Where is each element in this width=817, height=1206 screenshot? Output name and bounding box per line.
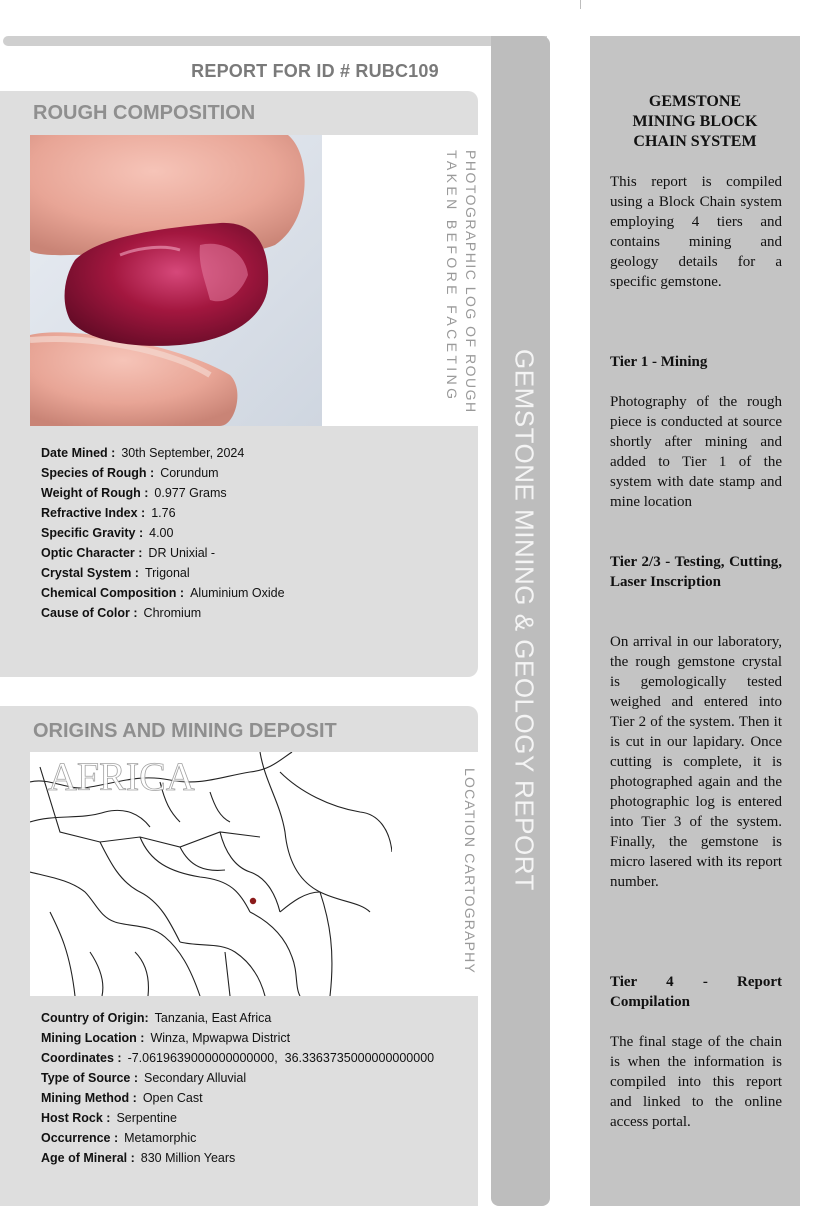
vertical-banner-text: GEMSTONE MINING & GEOLOGY REPORT — [509, 349, 540, 891]
fact-mining-method: Mining Method : Open Cast — [41, 1091, 203, 1105]
fact-specific-gravity: Specific Gravity : 4.00 — [41, 526, 174, 540]
sidebar-tier23-text: On arrival in our laboratory, the rough gemstone crystal is gemologically tested weighed and entered into Tier 2 of the system. Then it is cut in our lapidary. Once cutting is complete, it is photographed again and the photographic log is entered into Tier 3 of the system. Finally, the gemstone is micro lasered with its report number. — [610, 634, 782, 890]
fact-cause-of-color: Cause of Color : Chromium — [41, 606, 202, 620]
rough-photo-caption-line1: PHOTOGRAPHIC LOG OF ROUGH — [463, 150, 479, 414]
sidebar-tier1-text: Photography of the rough piece is conducted at source shortly after mining and added to Tier 1 of the system with date stamp and mine location — [610, 394, 782, 510]
rough-photo — [30, 135, 322, 426]
sidebar-intro: This report is compiled using a Block Chain system employing 4 tiers and contains mining and geology details for a specific gemstone. — [610, 174, 782, 290]
fact-date-mined: Date Mined : 30th September, 2024 — [41, 446, 245, 460]
fact-host-rock: Host Rock : Serpentine — [41, 1111, 177, 1125]
sidebar-tier1-heading: Tier 1 - Mining — [610, 354, 708, 370]
origins-title: ORIGINS AND MINING DEPOSIT — [33, 720, 337, 742]
fact-crystal-system: Crystal System : Trigonal — [41, 566, 190, 580]
rough-facts-list — [41, 443, 285, 623]
sidebar-tier4-text: The final stage of the chain is when the information is compiled into this report and linked to the online access portal. — [610, 1034, 782, 1130]
fact-coordinates: Coordinates : -7.0619639000000000000, 36.3363735000000000000 — [41, 1051, 435, 1065]
fact-chemical-composition: Chemical Composition : Aluminium Oxide — [41, 586, 285, 600]
map-caption: LOCATION CARTOGRAPHY — [462, 768, 478, 975]
rough-composition-title: ROUGH COMPOSITION — [33, 102, 256, 124]
fact-optic-character: Optic Character : DR Unixial - — [41, 546, 216, 560]
fact-age-of-mineral: Age of Mineral : 830 Million Years — [41, 1151, 236, 1165]
sidebar-title: GEMSTONE MINING BLOCK CHAIN SYSTEM — [632, 93, 758, 150]
rough-photo-caption-line2: TAKEN BEFORE FACETING — [444, 150, 460, 403]
header-bar — [3, 36, 547, 46]
fact-mining-location: Mining Location : Winza, Mpwapwa District — [41, 1031, 291, 1045]
sidebar-tier23-heading: Tier 2/3 - Testing, Cutting, Laser Inscription — [610, 554, 782, 590]
africa-map — [30, 752, 392, 996]
fact-weight: Weight of Rough : 0.977 Grams — [41, 486, 227, 500]
sidebar-tier4-heading: Tier 4 - Report Compilation — [610, 974, 782, 1010]
fact-type-of-source: Type of Source : Secondary Alluvial — [41, 1071, 247, 1085]
mine-location-marker — [250, 898, 256, 904]
fact-species: Species of Rough : Corundum — [41, 466, 219, 480]
origins-facts-list — [41, 1008, 434, 1168]
top-divider — [580, 0, 581, 9]
fact-refractive-index: Refractive Index : 1.76 — [41, 506, 176, 520]
fact-occurrence: Occurrence : Metamorphic — [41, 1131, 197, 1145]
map-region-label: AFRICA — [48, 754, 195, 799]
fact-country-of-origin: Country of Origin: Tanzania, East Africa — [41, 1011, 272, 1025]
report-id-title: REPORT FOR ID # RUBC109 — [191, 61, 439, 81]
